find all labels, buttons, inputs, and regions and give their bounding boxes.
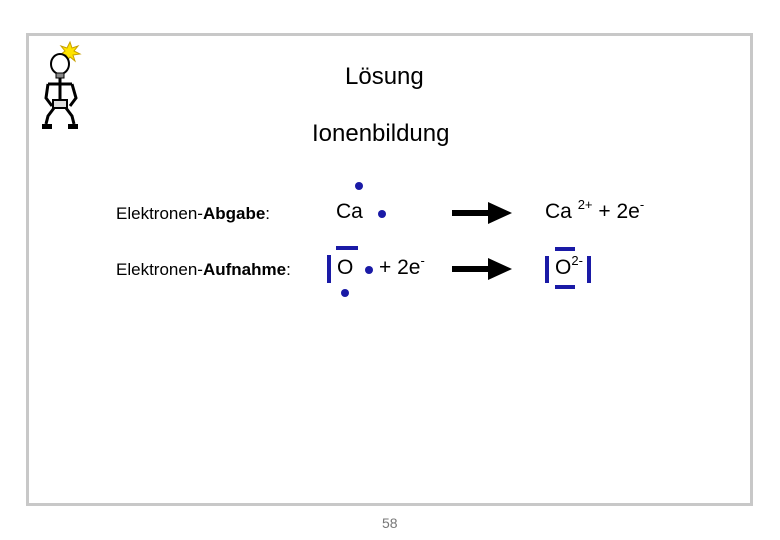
electron-pair-top [555, 247, 575, 251]
acceptance-label: Elektronen-Aufnahme: [116, 260, 291, 279]
electron-pair-left [327, 255, 331, 283]
calcium-reactant: Ca [336, 200, 363, 223]
donation-label: Elektronen-Abgabe: [116, 204, 271, 223]
reaction-arrow-icon [452, 202, 512, 224]
slide-subtitle: Ionenbildung [312, 120, 450, 147]
electron-dot [355, 182, 363, 190]
electron-dot [341, 289, 349, 297]
electron-dot [378, 210, 386, 218]
calcium-ion-product: Ca $^{2+}$ + 2e- [545, 197, 645, 223]
electron-dot [365, 266, 373, 274]
electron-pair-top [336, 246, 358, 250]
electrons-gained: + 2e- [379, 253, 425, 279]
lightbulb-robot-icon [40, 40, 84, 132]
slide-title: Lösung [345, 63, 424, 90]
reaction-arrow-icon [452, 258, 512, 280]
electron-pair-left [545, 256, 549, 283]
oxide-ion-product: $O^{2-}$ [555, 253, 583, 279]
page-number: 58 [382, 515, 398, 531]
electron-pair-right [587, 256, 591, 283]
oxygen-reactant: O [337, 256, 354, 279]
electron-pair-bottom [555, 285, 575, 289]
